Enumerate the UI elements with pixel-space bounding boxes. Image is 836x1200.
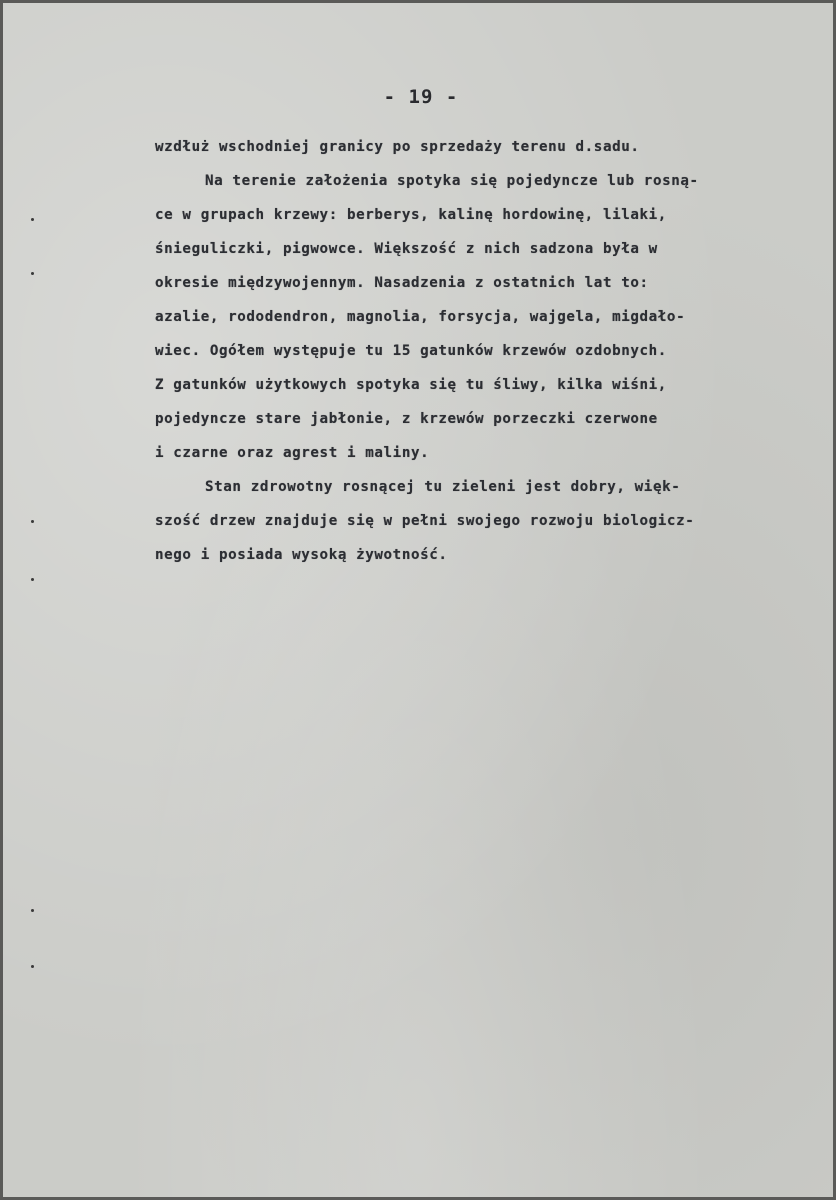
text-line: Stan zdrowotny rosnącej tu zieleni jest dobry, więk- xyxy=(205,479,681,495)
text-line: azalie, rododendron, magnolia, forsycja, wajgela, migdało- xyxy=(155,309,686,325)
margin-dot xyxy=(31,578,34,581)
text-line: Na terenie założenia spotyka się pojedyncze lub rosną- xyxy=(205,173,699,189)
text-line: ce w grupach krzewy: berberys, kalinę hordowinę, lilaki, xyxy=(155,207,667,223)
margin-dot xyxy=(31,218,34,221)
text-line: wzdłuż wschodniej granicy po sprzedaży terenu d.sadu. xyxy=(155,139,640,155)
text-line: pojedyncze stare jabłonie, z krzewów porzeczki czerwone xyxy=(155,411,658,427)
margin-dot xyxy=(31,965,34,968)
margin-dot xyxy=(31,520,34,523)
text-line: nego i posiada wysoką żywotność. xyxy=(155,547,448,563)
text-line: szość drzew znajduje się w pełni swojego rozwoju biologicz- xyxy=(155,513,695,529)
margin-dot xyxy=(31,909,34,912)
text-line: wiec. Ogółem występuje tu 15 gatunków krzewów ozdobnych. xyxy=(155,343,667,359)
text-line: i czarne oraz agrest i maliny. xyxy=(155,445,430,461)
margin-dot xyxy=(31,272,34,275)
text-line: śnieguliczki, pigwowce. Większość z nich sadzona była w xyxy=(155,241,658,257)
body-text xyxy=(155,130,795,572)
text-line: okresie międzywojennym. Nasadzenia z ostatnich lat to: xyxy=(155,275,649,291)
page-number: - 19 - xyxy=(383,86,459,108)
text-line: Z gatunków użytkowych spotyka się tu śliwy, kilka wiśni, xyxy=(155,377,667,393)
